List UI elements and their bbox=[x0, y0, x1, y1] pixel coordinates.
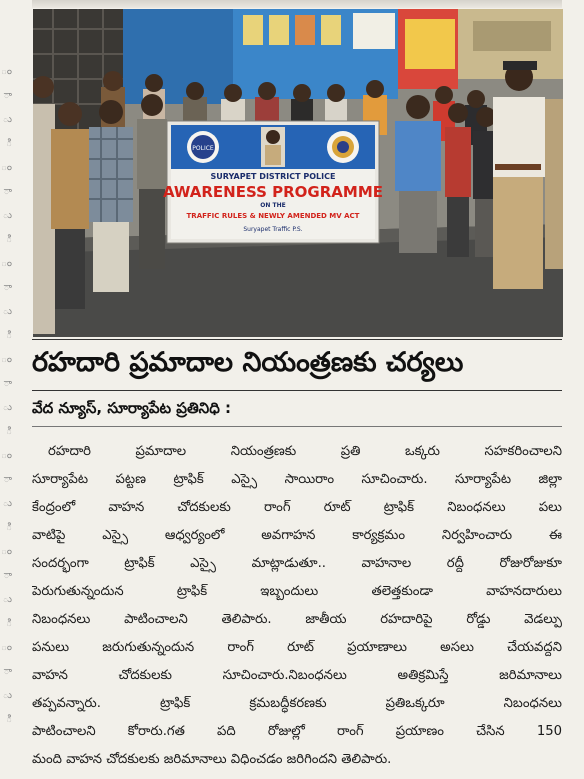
headline-divider bbox=[32, 390, 562, 391]
police-badge-text: POLICE bbox=[192, 145, 214, 152]
adjacent-column-fragment: ి bbox=[6, 714, 12, 725]
banner-issuer: Suryapet Traffic P.S. bbox=[243, 226, 303, 233]
previous-article-edge bbox=[32, 0, 562, 8]
article-line: రహదారి ప్రమాదాల నియంత్రణకు ప్రతి ఒక్కరు సహకరించాలని bbox=[48, 444, 562, 459]
adjacent-column-fragment: ి bbox=[6, 234, 12, 245]
article-line: పెరుగుతున్నందున ట్రాఫిక్ ఇబ్బందులు తలెత్తకుండా వాహనదారులు bbox=[32, 584, 562, 599]
article-line: వాహన చోదకులకు సూచించారు.నిబంధనలు అతిక్రమిస్తే జరిమానాలు bbox=[32, 668, 562, 683]
article-line: సూర్యాపేట పట్టణ ట్రాఫిక్ ఎస్సై సాయిరాం సూచించారు. సూర్యాపేట జిల్లా bbox=[32, 472, 562, 487]
article-body bbox=[32, 438, 562, 774]
adjacent-column-fragment: ి bbox=[6, 522, 12, 533]
article-line: కేంద్రంలో వాహన చోదకులకు రాంగ్ రూట్ ట్రాఫిక్ నిబంధనలు పలు bbox=[32, 500, 562, 515]
adjacent-column-fragment: ం bbox=[1, 450, 12, 461]
adjacent-column-fragment: ా bbox=[3, 282, 12, 293]
news-photo bbox=[33, 9, 563, 337]
article-line: నిబంధనలు పాటించాలని తెలిపారు. జాతీయ రహదారిపై రోడ్డు వెడల్పు bbox=[32, 612, 562, 627]
banner-subject: TRAFFIC RULES & NEWLY AMENDED MV ACT bbox=[186, 212, 360, 220]
adjacent-column-fragment: ం bbox=[1, 642, 12, 653]
adjacent-column-fragment: ు bbox=[2, 594, 12, 605]
adjacent-column-fragment: ు bbox=[2, 402, 12, 413]
article-line: పనులు జరుగుతున్నందున రాంగ్ రూట్ ప్రయాణాలు అసలు చేయవద్దని bbox=[32, 640, 562, 655]
headline: రహదారి ప్రమాదాల నియంత్రణకు చర్యలు bbox=[32, 347, 464, 378]
adjacent-column-fragment: ం bbox=[1, 162, 12, 173]
adjacent-column-fragment: ి bbox=[6, 426, 12, 437]
banner-on-the: ON THE bbox=[260, 202, 286, 209]
adjacent-column-fragment: ా bbox=[3, 474, 12, 485]
adjacent-column-fragment: ి bbox=[6, 618, 12, 629]
byline-divider bbox=[32, 426, 562, 427]
adjacent-column-fragment: ు bbox=[2, 114, 12, 125]
adjacent-column-text bbox=[0, 60, 14, 740]
adjacent-column-fragment: ు bbox=[2, 210, 12, 221]
article-line: తప్పవన్నారు. ట్రాఫిక్ క్రమబద్ధీకరణకు ప్రతిఒక్కరూ నిబంధనలు bbox=[32, 696, 562, 711]
adjacent-column-fragment: ా bbox=[3, 666, 12, 677]
adjacent-column-fragment: ా bbox=[3, 570, 12, 581]
byline: వేద న్యూస్, సూర్యాపేట ప్రతినిధి : bbox=[32, 399, 232, 417]
article-line: మంది వాహన చోదకులకు జరిమానాలు విధించడం జరిగిందని తెలిపారు. bbox=[32, 752, 392, 767]
article-line: పాటించాలని కోరారు.గత పది రోజుల్లో రాంగ్ ప్రయాణం చేసిన 150 bbox=[32, 724, 562, 739]
banner-main-title: AWARENESS PROGRAMME bbox=[162, 183, 384, 201]
article-line: సందర్భంగా ట్రాఫిక్ ఎస్సై మాట్లాడుతూ.. వాహనాల రద్దీ రోజురోజుకూ bbox=[32, 556, 562, 571]
adjacent-column-fragment: ా bbox=[3, 186, 12, 197]
adjacent-column-fragment: ా bbox=[3, 90, 12, 101]
adjacent-column-fragment: ు bbox=[2, 306, 12, 317]
banner-title-line: SURYAPET DISTRICT POLICE bbox=[210, 172, 336, 181]
adjacent-column-fragment: ా bbox=[3, 378, 12, 389]
adjacent-column-fragment: ి bbox=[6, 138, 12, 149]
adjacent-column-fragment: ం bbox=[1, 546, 12, 557]
adjacent-column-fragment: ు bbox=[2, 690, 12, 701]
adjacent-column-fragment: ి bbox=[6, 330, 12, 341]
adjacent-column-fragment: ం bbox=[1, 258, 12, 269]
adjacent-column-fragment: ు bbox=[2, 498, 12, 509]
adjacent-column-fragment: ం bbox=[1, 354, 12, 365]
article-line: వాటిపై ఎస్సై ఆధ్వర్యంలో అవగాహన కార్యక్రమం నిర్వహించారు ఈ bbox=[32, 528, 562, 543]
adjacent-column-fragment: ం bbox=[1, 66, 12, 77]
